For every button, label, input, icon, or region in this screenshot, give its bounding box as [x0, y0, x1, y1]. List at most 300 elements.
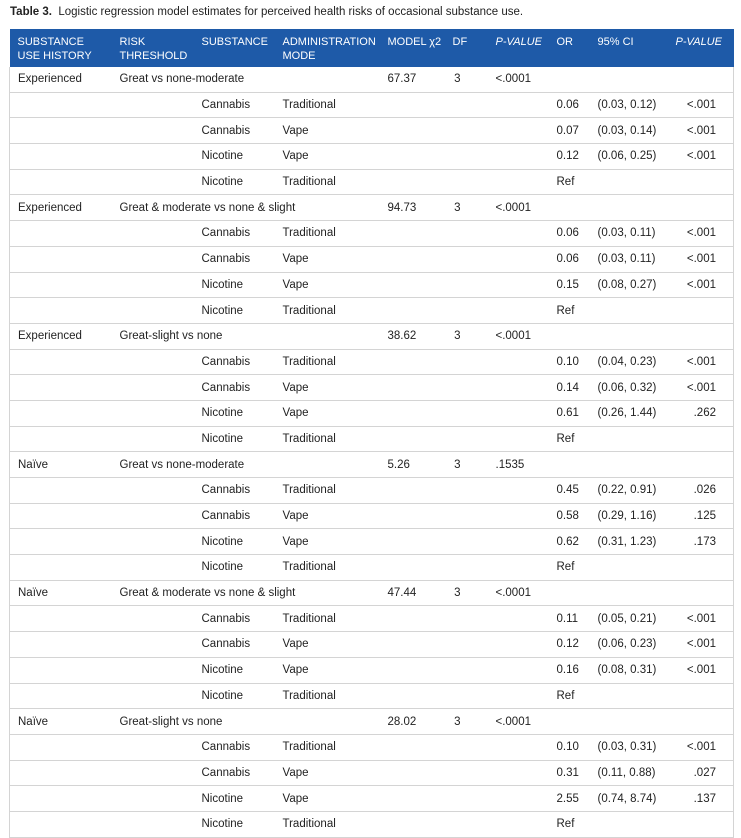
cell-p-value-2: .027 — [668, 760, 734, 786]
cell-risk-threshold: Great & moderate vs none & slight — [112, 580, 194, 606]
cell-substance: Nicotine — [194, 144, 275, 170]
cell-substance: Cannabis — [194, 246, 275, 272]
cell-df — [453, 478, 488, 504]
cell-or — [549, 580, 590, 606]
cell-p-value-2: <.001 — [668, 606, 734, 632]
cell-administration-mode: Traditional — [275, 426, 380, 452]
cell-risk-threshold — [112, 683, 194, 709]
cell-or: 0.14 — [549, 375, 590, 401]
table-row — [10, 452, 734, 478]
cell-p-value-2 — [668, 67, 734, 92]
cell-administration-mode: Vape — [275, 272, 380, 298]
cell-df — [453, 298, 488, 324]
cell-95-ci: (0.74, 8.74) — [590, 786, 668, 812]
cell-model-chi2 — [380, 169, 453, 195]
cell-p-value — [488, 811, 549, 837]
cell-p-value — [488, 400, 549, 426]
cell-p-value-2: <.001 — [668, 657, 734, 683]
cell-p-value — [488, 734, 549, 760]
table-row — [10, 529, 734, 555]
cell-df — [453, 503, 488, 529]
table-body — [10, 67, 734, 837]
cell-risk-threshold: Great-slight vs none — [112, 323, 194, 349]
cell-risk-threshold — [112, 503, 194, 529]
cell-p-value — [488, 555, 549, 581]
cell-p-value-2: <.001 — [668, 375, 734, 401]
cell-model-chi2 — [380, 375, 453, 401]
cell-df — [453, 144, 488, 170]
cell-or — [549, 67, 590, 92]
cell-p-value — [488, 632, 549, 658]
cell-risk-threshold — [112, 298, 194, 324]
cell-df: 3 — [453, 323, 488, 349]
cell-substance: Nicotine — [194, 811, 275, 837]
cell-df — [453, 118, 488, 144]
cell-95-ci: (0.08, 0.27) — [590, 272, 668, 298]
cell-p-value — [488, 529, 549, 555]
header-substance: SUBSTANCE — [201, 36, 268, 48]
cell-substance-use-history: Experienced — [10, 323, 112, 349]
cell-or: 0.15 — [549, 272, 590, 298]
cell-administration-mode: Vape — [275, 760, 380, 786]
cell-substance-use-history: Experienced — [10, 195, 112, 221]
cell-df: 3 — [453, 709, 488, 735]
cell-model-chi2 — [380, 786, 453, 812]
cell-p-value — [488, 118, 549, 144]
cell-df — [453, 760, 488, 786]
table-row — [10, 632, 734, 658]
cell-administration-mode: Vape — [275, 503, 380, 529]
cell-p-value — [488, 426, 549, 452]
cell-model-chi2 — [380, 272, 453, 298]
cell-model-chi2 — [380, 144, 453, 170]
cell-p-value-2 — [668, 709, 734, 735]
cell-p-value-2 — [668, 298, 734, 324]
cell-p-value-2: .173 — [668, 529, 734, 555]
cell-or — [549, 709, 590, 735]
cell-df — [453, 375, 488, 401]
table-row — [10, 811, 734, 837]
cell-substance: Cannabis — [194, 349, 275, 375]
cell-p-value — [488, 272, 549, 298]
cell-or: 0.45 — [549, 478, 590, 504]
cell-substance-use-history — [10, 760, 112, 786]
cell-administration-mode: Vape — [275, 118, 380, 144]
cell-administration-mode: Traditional — [275, 606, 380, 632]
cell-substance: Cannabis — [194, 734, 275, 760]
table-row — [10, 400, 734, 426]
cell-p-value — [488, 760, 549, 786]
cell-substance-use-history: Experienced — [10, 67, 112, 92]
cell-substance: Nicotine — [194, 400, 275, 426]
cell-or: 0.06 — [549, 221, 590, 247]
cell-model-chi2: 5.26 — [380, 452, 453, 478]
cell-p-value: <.0001 — [488, 709, 549, 735]
cell-administration-mode: Vape — [275, 657, 380, 683]
cell-or: 0.62 — [549, 529, 590, 555]
cell-p-value-2 — [668, 195, 734, 221]
cell-95-ci — [590, 555, 668, 581]
table-row — [10, 323, 734, 349]
cell-p-value — [488, 92, 549, 118]
cell-p-value-2: <.001 — [668, 734, 734, 760]
cell-or: Ref — [549, 555, 590, 581]
cell-p-value-2: <.001 — [668, 92, 734, 118]
cell-p-value-2 — [668, 555, 734, 581]
cell-substance-use-history — [10, 221, 112, 247]
cell-model-chi2 — [380, 657, 453, 683]
cell-substance-use-history: Naïve — [10, 709, 112, 735]
cell-risk-threshold — [112, 606, 194, 632]
cell-administration-mode: Traditional — [275, 478, 380, 504]
cell-substance: Nicotine — [194, 683, 275, 709]
cell-model-chi2 — [380, 632, 453, 658]
cell-substance-use-history — [10, 400, 112, 426]
cell-administration-mode — [275, 709, 380, 735]
cell-substance-use-history — [10, 272, 112, 298]
cell-model-chi2 — [380, 298, 453, 324]
table-row — [10, 786, 734, 812]
cell-model-chi2 — [380, 811, 453, 837]
cell-substance-use-history — [10, 503, 112, 529]
cell-p-value — [488, 375, 549, 401]
cell-risk-threshold: Great & moderate vs none & slight — [112, 195, 194, 221]
cell-or: 0.06 — [549, 246, 590, 272]
cell-95-ci: (0.05, 0.21) — [590, 606, 668, 632]
header-model-chi2: MODEL χ2 — [387, 36, 442, 48]
cell-p-value-2: <.001 — [668, 221, 734, 247]
cell-risk-threshold — [112, 169, 194, 195]
cell-df — [453, 92, 488, 118]
table-row — [10, 246, 734, 272]
cell-substance-use-history — [10, 426, 112, 452]
cell-model-chi2: 28.02 — [380, 709, 453, 735]
cell-95-ci: (0.06, 0.32) — [590, 375, 668, 401]
cell-df — [453, 734, 488, 760]
cell-substance-use-history — [10, 144, 112, 170]
cell-p-value-2: .125 — [668, 503, 734, 529]
header-substance-use-history: SUBSTANCE USE HISTORY — [17, 36, 92, 62]
cell-95-ci: (0.11, 0.88) — [590, 760, 668, 786]
cell-or: Ref — [549, 298, 590, 324]
cell-model-chi2 — [380, 606, 453, 632]
table-row — [10, 298, 734, 324]
cell-substance-use-history: Naïve — [10, 452, 112, 478]
cell-p-value: <.0001 — [488, 67, 549, 92]
table-row — [10, 657, 734, 683]
cell-95-ci: (0.04, 0.23) — [590, 349, 668, 375]
cell-administration-mode: Vape — [275, 400, 380, 426]
table-row — [10, 144, 734, 170]
cell-risk-threshold — [112, 221, 194, 247]
cell-df: 3 — [453, 452, 488, 478]
cell-substance-use-history — [10, 118, 112, 144]
cell-substance: Nicotine — [194, 169, 275, 195]
cell-df — [453, 606, 488, 632]
cell-substance: Nicotine — [194, 657, 275, 683]
cell-p-value — [488, 246, 549, 272]
cell-administration-mode: Traditional — [275, 169, 380, 195]
cell-p-value — [488, 503, 549, 529]
cell-substance: Nicotine — [194, 426, 275, 452]
header-df: DF — [452, 36, 468, 48]
cell-substance-use-history — [10, 529, 112, 555]
cell-p-value: <.0001 — [488, 195, 549, 221]
cell-substance: Cannabis — [194, 478, 275, 504]
cell-substance: Cannabis — [194, 118, 275, 144]
regression-table — [9, 29, 734, 838]
cell-model-chi2: 38.62 — [380, 323, 453, 349]
table-row — [10, 709, 734, 735]
cell-substance: Nicotine — [194, 298, 275, 324]
table-caption — [10, 6, 523, 18]
cell-risk-threshold: Great vs none-moderate — [112, 452, 194, 478]
cell-df — [453, 426, 488, 452]
cell-95-ci: (0.03, 0.14) — [590, 118, 668, 144]
cell-or: Ref — [549, 426, 590, 452]
cell-or: 0.07 — [549, 118, 590, 144]
table-row — [10, 118, 734, 144]
cell-or: 0.12 — [549, 632, 590, 658]
cell-df — [453, 246, 488, 272]
cell-or: Ref — [549, 683, 590, 709]
cell-95-ci: (0.26, 1.44) — [590, 400, 668, 426]
cell-substance-use-history — [10, 786, 112, 812]
cell-p-value: .1535 — [488, 452, 549, 478]
cell-p-value — [488, 478, 549, 504]
cell-95-ci — [590, 169, 668, 195]
cell-risk-threshold — [112, 657, 194, 683]
cell-df — [453, 221, 488, 247]
header-p-value-2: P-VALUE — [675, 36, 722, 48]
table-row — [10, 683, 734, 709]
cell-or: 0.10 — [549, 349, 590, 375]
cell-or: 0.11 — [549, 606, 590, 632]
cell-p-value — [488, 221, 549, 247]
cell-df — [453, 272, 488, 298]
cell-substance-use-history — [10, 375, 112, 401]
cell-risk-threshold — [112, 246, 194, 272]
cell-df — [453, 169, 488, 195]
cell-administration-mode: Vape — [275, 786, 380, 812]
cell-risk-threshold — [112, 555, 194, 581]
cell-p-value-2: <.001 — [668, 272, 734, 298]
cell-p-value — [488, 349, 549, 375]
cell-or: 0.58 — [549, 503, 590, 529]
cell-or: 0.10 — [549, 734, 590, 760]
cell-df — [453, 811, 488, 837]
cell-risk-threshold — [112, 734, 194, 760]
cell-substance: Cannabis — [194, 606, 275, 632]
cell-p-value-2 — [668, 580, 734, 606]
cell-administration-mode — [275, 67, 380, 92]
cell-or — [549, 323, 590, 349]
cell-model-chi2 — [380, 92, 453, 118]
cell-administration-mode: Vape — [275, 246, 380, 272]
cell-p-value — [488, 657, 549, 683]
cell-administration-mode: Traditional — [275, 92, 380, 118]
cell-p-value — [488, 606, 549, 632]
cell-risk-threshold — [112, 529, 194, 555]
cell-substance-use-history — [10, 657, 112, 683]
table-row — [10, 375, 734, 401]
cell-df: 3 — [453, 195, 488, 221]
cell-risk-threshold — [112, 811, 194, 837]
cell-risk-threshold — [112, 118, 194, 144]
table-row — [10, 169, 734, 195]
cell-95-ci: (0.29, 1.16) — [590, 503, 668, 529]
cell-p-value-2: .262 — [668, 400, 734, 426]
cell-or: 0.31 — [549, 760, 590, 786]
cell-substance: Cannabis — [194, 503, 275, 529]
cell-substance-use-history — [10, 478, 112, 504]
cell-95-ci: (0.08, 0.31) — [590, 657, 668, 683]
table-row — [10, 272, 734, 298]
cell-p-value-2: <.001 — [668, 632, 734, 658]
cell-95-ci: (0.06, 0.25) — [590, 144, 668, 170]
cell-or: Ref — [549, 811, 590, 837]
cell-p-value-2 — [668, 323, 734, 349]
cell-95-ci — [590, 298, 668, 324]
cell-p-value-2 — [668, 811, 734, 837]
cell-substance: Nicotine — [194, 529, 275, 555]
cell-or: 0.06 — [549, 92, 590, 118]
cell-substance-use-history — [10, 298, 112, 324]
cell-substance: Cannabis — [194, 375, 275, 401]
cell-model-chi2 — [380, 503, 453, 529]
cell-95-ci: (0.06, 0.23) — [590, 632, 668, 658]
cell-administration-mode: Traditional — [275, 555, 380, 581]
table-row — [10, 195, 734, 221]
cell-df — [453, 529, 488, 555]
caption-text: Logistic regression model estimates for perceived health risks of occasional substance use. — [58, 6, 524, 18]
cell-administration-mode: Vape — [275, 144, 380, 170]
cell-risk-threshold — [112, 760, 194, 786]
cell-p-value-2 — [668, 683, 734, 709]
cell-p-value — [488, 683, 549, 709]
cell-substance: Nicotine — [194, 555, 275, 581]
cell-substance-use-history — [10, 811, 112, 837]
cell-risk-threshold — [112, 786, 194, 812]
cell-risk-threshold — [112, 92, 194, 118]
cell-risk-threshold — [112, 632, 194, 658]
cell-p-value — [488, 169, 549, 195]
cell-administration-mode: Traditional — [275, 221, 380, 247]
cell-risk-threshold — [112, 272, 194, 298]
cell-or: 2.55 — [549, 786, 590, 812]
cell-administration-mode — [275, 323, 380, 349]
cell-95-ci — [590, 709, 668, 735]
cell-administration-mode: Traditional — [275, 734, 380, 760]
cell-p-value-2: <.001 — [668, 144, 734, 170]
cell-model-chi2 — [380, 760, 453, 786]
caption-label: Table 3. — [10, 6, 52, 18]
cell-substance-use-history — [10, 169, 112, 195]
header-95-ci: 95% CI — [597, 36, 634, 48]
table-row — [10, 349, 734, 375]
cell-p-value — [488, 144, 549, 170]
cell-model-chi2 — [380, 400, 453, 426]
cell-substance-use-history — [10, 555, 112, 581]
table-row — [10, 555, 734, 581]
header-p-value: P-VALUE — [495, 36, 542, 48]
cell-substance-use-history: Naïve — [10, 580, 112, 606]
cell-p-value-2: <.001 — [668, 349, 734, 375]
cell-95-ci — [590, 452, 668, 478]
cell-p-value-2: <.001 — [668, 118, 734, 144]
cell-95-ci — [590, 195, 668, 221]
cell-administration-mode: Vape — [275, 529, 380, 555]
cell-or — [549, 195, 590, 221]
cell-df — [453, 657, 488, 683]
cell-df — [453, 786, 488, 812]
cell-95-ci: (0.03, 0.11) — [590, 221, 668, 247]
table-row — [10, 426, 734, 452]
cell-p-value: <.0001 — [488, 580, 549, 606]
cell-or: Ref — [549, 169, 590, 195]
cell-95-ci: (0.22, 0.91) — [590, 478, 668, 504]
cell-95-ci: (0.03, 0.31) — [590, 734, 668, 760]
cell-model-chi2: 94.73 — [380, 195, 453, 221]
cell-risk-threshold — [112, 400, 194, 426]
cell-substance: Nicotine — [194, 272, 275, 298]
cell-risk-threshold: Great-slight vs none — [112, 709, 194, 735]
cell-model-chi2 — [380, 118, 453, 144]
cell-substance-use-history — [10, 92, 112, 118]
cell-model-chi2 — [380, 478, 453, 504]
table-row — [10, 92, 734, 118]
table-row — [10, 478, 734, 504]
table-row — [10, 760, 734, 786]
cell-df — [453, 349, 488, 375]
table-row — [10, 67, 734, 92]
cell-substance-use-history — [10, 734, 112, 760]
cell-administration-mode: Traditional — [275, 683, 380, 709]
cell-model-chi2 — [380, 555, 453, 581]
table-header — [10, 29, 734, 67]
cell-model-chi2 — [380, 426, 453, 452]
cell-95-ci — [590, 811, 668, 837]
cell-substance: Cannabis — [194, 760, 275, 786]
cell-95-ci — [590, 426, 668, 452]
cell-model-chi2: 47.44 — [380, 580, 453, 606]
cell-model-chi2 — [380, 683, 453, 709]
cell-risk-threshold — [112, 144, 194, 170]
cell-substance: Cannabis — [194, 92, 275, 118]
cell-95-ci: (0.03, 0.12) — [590, 92, 668, 118]
cell-administration-mode: Traditional — [275, 349, 380, 375]
table-row — [10, 221, 734, 247]
cell-substance-use-history — [10, 632, 112, 658]
cell-or: 0.16 — [549, 657, 590, 683]
cell-or — [549, 452, 590, 478]
cell-risk-threshold — [112, 478, 194, 504]
cell-p-value — [488, 298, 549, 324]
header-risk-threshold: RISK THRESHOLD — [119, 36, 188, 62]
cell-model-chi2 — [380, 221, 453, 247]
table-row — [10, 580, 734, 606]
cell-df: 3 — [453, 580, 488, 606]
cell-95-ci — [590, 323, 668, 349]
cell-model-chi2 — [380, 349, 453, 375]
cell-model-chi2 — [380, 246, 453, 272]
table-row — [10, 734, 734, 760]
cell-substance: Nicotine — [194, 786, 275, 812]
cell-or: 0.61 — [549, 400, 590, 426]
cell-p-value-2 — [668, 426, 734, 452]
cell-df — [453, 632, 488, 658]
cell-p-value-2: .026 — [668, 478, 734, 504]
